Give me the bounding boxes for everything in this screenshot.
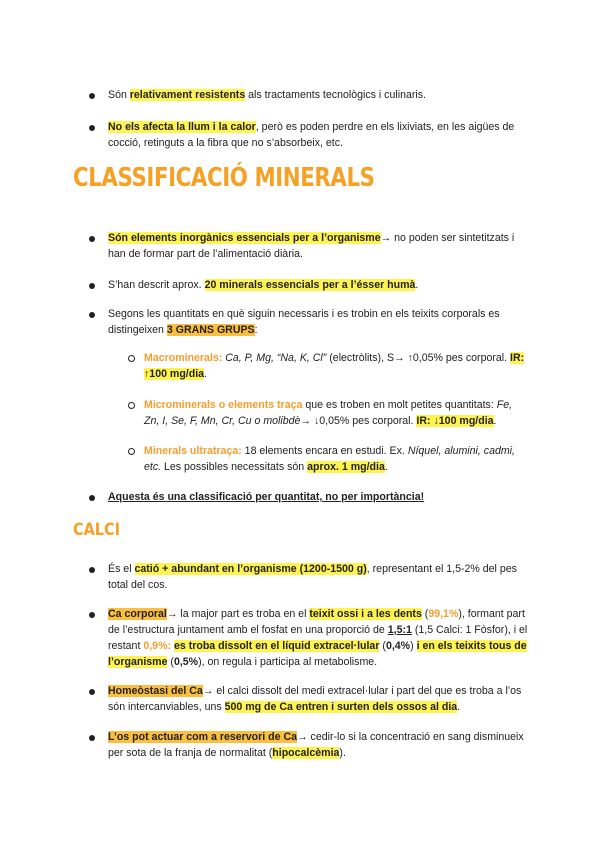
text: als tractaments tecnològics i culinaris. [245, 89, 426, 101]
text: 0,4% [385, 640, 411, 652]
text: → la major part es troba en el [166, 608, 310, 620]
list-item [108, 489, 530, 505]
sub-list-item [144, 443, 530, 475]
list-item [108, 306, 530, 338]
highlight: teixit ossi i a les dents [309, 608, 422, 620]
text: . [493, 415, 497, 427]
text: . [457, 701, 461, 713]
bullet-dot [89, 93, 95, 99]
text: Níquel, alumini, cadmi, etc. [144, 445, 515, 473]
text: 18 elements encara en estudi. Ex. [241, 445, 408, 457]
list-item [108, 729, 530, 761]
label: Microminerals o elements traça [144, 399, 303, 411]
label: Minerals ultratraça: [144, 445, 242, 457]
text: → no poden ser sintetitzats i han de formar part de l’alimentació diària. [108, 232, 515, 260]
highlight: relativament resistents [129, 89, 246, 101]
sub-list-item [144, 350, 530, 382]
text: ( [421, 608, 429, 620]
text: ) [410, 640, 417, 652]
bullet-dot [89, 312, 95, 318]
text: : [254, 324, 258, 336]
text: 99,1% [428, 608, 459, 620]
heading-calci: CALCI [73, 520, 120, 540]
bullet-dot [89, 612, 95, 618]
text: Les possibles necessitats són [161, 461, 308, 473]
highlight: No els afecta la llum i la calor [108, 121, 256, 133]
text: . [384, 461, 388, 473]
bullet-dot [89, 236, 95, 242]
text: → ↓0,05% pes corporal. [300, 415, 417, 427]
note: Aquesta és una classificació per quantitat, no per importància! [108, 491, 425, 503]
bullet-dot [89, 125, 95, 131]
highlight: hipocalcèmia [272, 747, 340, 759]
sub-bullet-circle [128, 448, 135, 455]
text: ), formant part de l’estructura juntament amb el fosfat en una proporció de [108, 608, 525, 636]
bullet-dot [89, 283, 95, 289]
highlight: aprox. 1 mg/dia [307, 461, 385, 473]
text: 0,5% [173, 656, 199, 668]
sub-bullet-circle [128, 355, 135, 362]
list-item [108, 230, 530, 262]
text: , però es poden perdre en els lixiviats, en les aigües de cocció, retinguts a la fibra que no s’absorbeix, etc. [108, 121, 515, 149]
text: que es troben en molt petites quantitats: [302, 399, 497, 411]
list-item [108, 277, 530, 293]
text: ), on regula i participa al metabolisme. [198, 656, 378, 668]
list-item [108, 119, 530, 151]
text: Fe, Zn, I, Se, F, Mn, Cr, Cu o molibdè [144, 399, 513, 427]
bullet-dot [89, 495, 95, 501]
bullet-dot [89, 689, 95, 695]
list-item [108, 606, 530, 670]
text: . [204, 368, 208, 380]
text: → el calci dissolt del medi extracel·lular i part del que es troba a l’os són intercanviables, uns [108, 685, 522, 713]
highlight: IR: ↑100 mg/dia [144, 352, 525, 380]
text: Segons les quantitats en què siguin necessaris i es trobin en els teixits corporals es distingeixen [108, 308, 500, 336]
highlight: catió + abundant en l’organisme (1200-1500 g) [134, 563, 367, 575]
text: → cedir-lo si la concentració en sang disminueix per sota de la franja de normalitat ( [108, 731, 524, 759]
highlight: 500 mg de Ca entren i surten dels ossos al dia [224, 701, 458, 713]
text: ( [379, 640, 386, 652]
highlight: IR: ↓100 mg/dia [416, 415, 494, 427]
highlight: i en els teixits tous de l’organisme [108, 640, 527, 668]
text: , representant el 1,5-2% del pes total del cos. [108, 563, 517, 591]
highlight: Ca corporal [108, 608, 167, 620]
text: S’han descrit aprox. [108, 279, 205, 291]
highlight: Homeòstasi del Ca [108, 685, 203, 697]
text: 1,5:1 [387, 624, 412, 636]
text: ( [167, 656, 174, 668]
bullet-dot [89, 567, 95, 573]
highlight: L’os pot actuar com a reservori de Ca [108, 731, 297, 743]
text: 0,9%: [143, 640, 172, 652]
text: És el [108, 563, 135, 575]
text: (electròlits), S→ ↑0,05% pes corporal. [326, 352, 511, 364]
label: Macrominerals: [144, 352, 223, 364]
list-item [108, 561, 530, 593]
text: (1,5 Calci: 1 Fòsfor), i el restant [108, 624, 528, 652]
bullet-dot [89, 735, 95, 741]
list-item [108, 87, 530, 103]
highlight: 20 minerals essencials per a l’ésser humà [204, 279, 416, 291]
highlight: es troba dissolt en el líquid extracel·lular [173, 640, 380, 652]
highlight: 3 GRANS GRUPS [166, 324, 255, 336]
heading-classificacio-minerals: CLASSIFICACIÓ MINERALS [73, 163, 375, 193]
highlight: Són elements inorgànics essencials per a l’organisme [108, 232, 381, 244]
text: . [415, 279, 419, 291]
sub-list-item [144, 397, 530, 429]
text: ). [339, 747, 346, 759]
text: Són [108, 89, 130, 101]
list-item [108, 683, 530, 715]
text: Ca, P, Mg, “Na, K, Cl” [222, 352, 327, 364]
sub-bullet-circle [128, 402, 135, 409]
